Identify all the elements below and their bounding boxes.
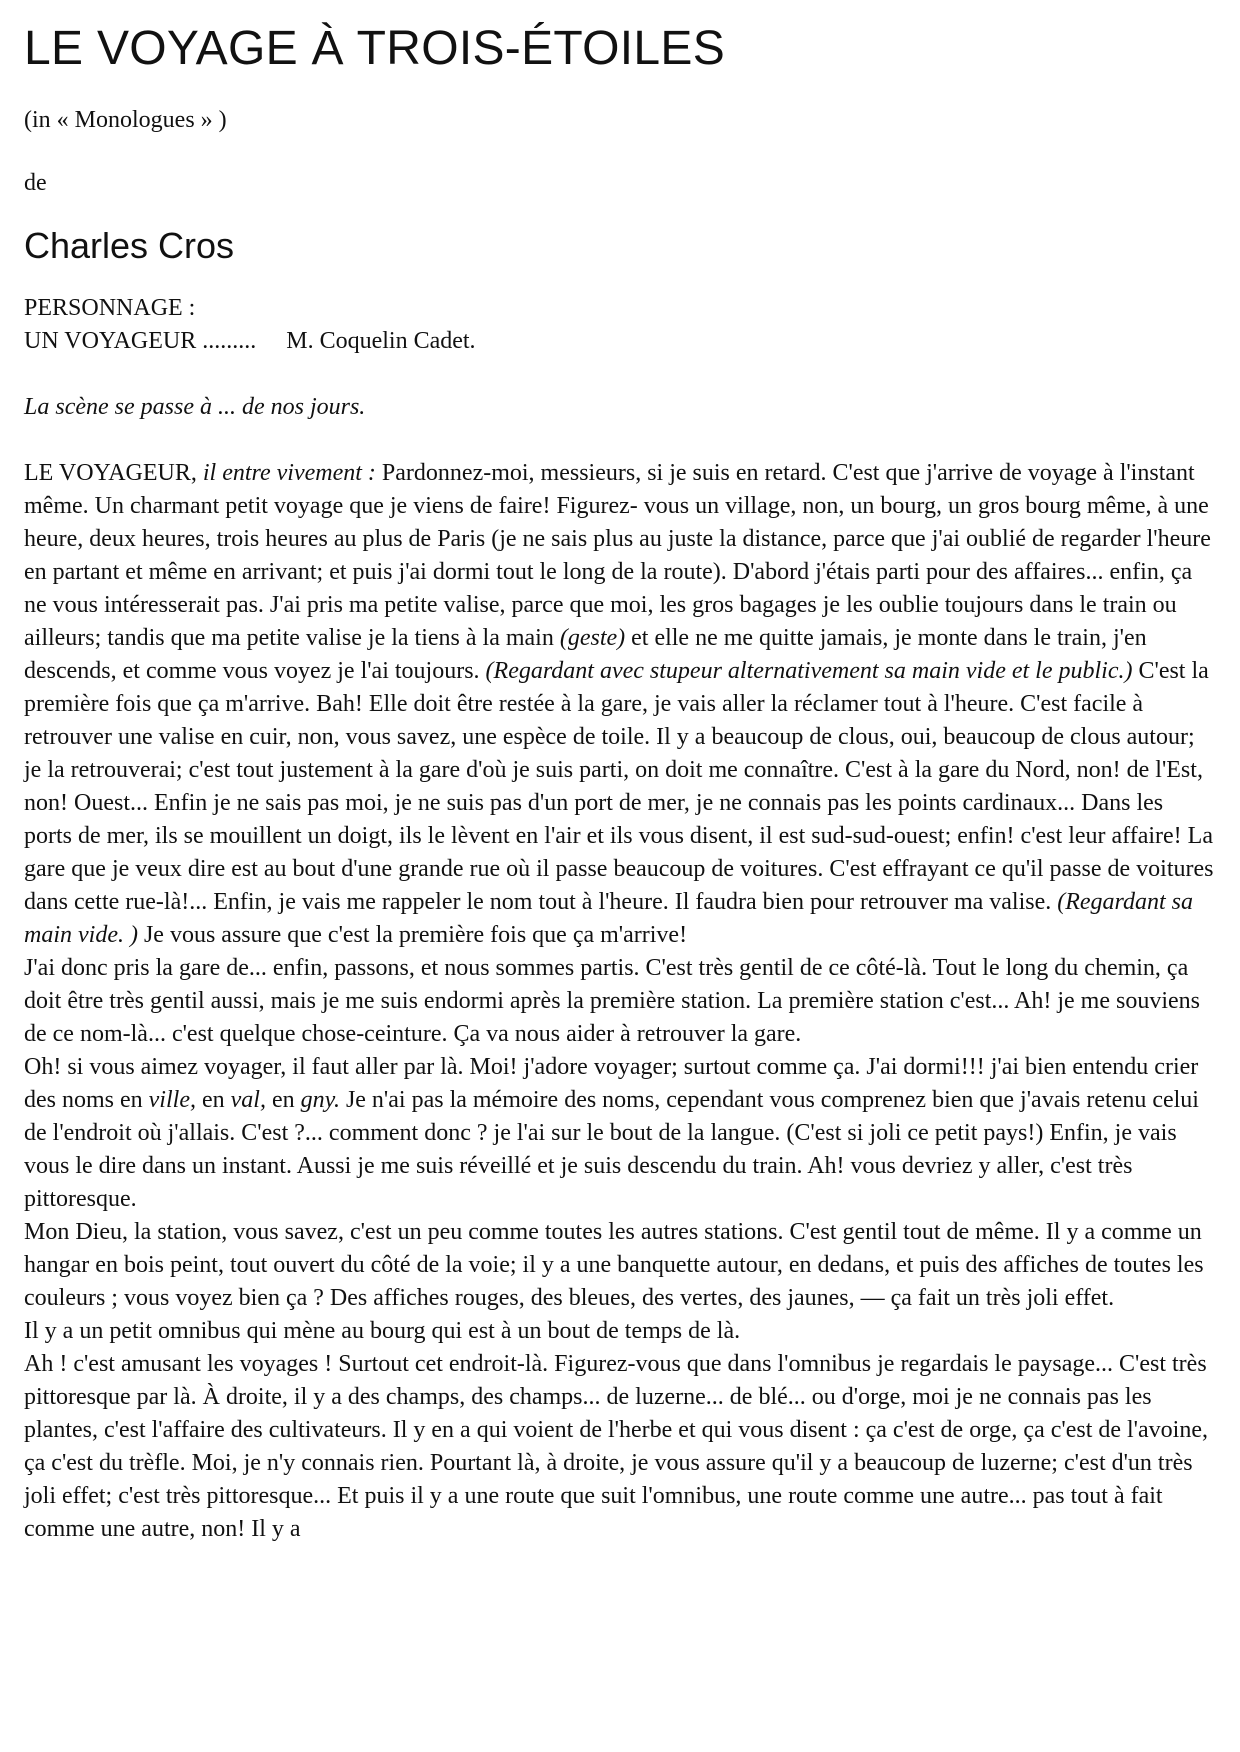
cast-list: [24, 292, 1216, 358]
scene-setting: La scène se passe à ... de nos jours.: [24, 394, 366, 420]
stage-direction: il entre vivement :: [202, 460, 376, 486]
cast-actor: M. Coquelin Cadet.: [286, 328, 476, 354]
paragraph: Mon Dieu, la station, vous savez, c'est un peu comme toutes les autres stations. C'est gentil tout de même. Il y a comme un hangar en bois peint, tout ouvert du côté de la voie; il y a une banquette autour, en dedans, et puis des affiches de toutes les couleurs ; vous voyez bien ça ? Des affiches rouges, des bleues, des vertes, des jaunes, — ça fait un très joli effet.: [24, 1219, 1204, 1311]
paragraph-text: et elle ne me quitte jamais, je monte dans le train, j'en descends, et comme vous voyez je l'ai toujours.: [24, 625, 1147, 684]
emphasis: gny.: [300, 1087, 340, 1113]
emphasis: ville,: [148, 1087, 196, 1113]
paragraph-text: Je n'ai pas la mémoire des noms, cependant vous comprenez bien que j'avais retenu celui de l'endroit où j'allais. C'est ?... comment donc ? je l'ai sur le bout de la langue. (C'est si joli ce petit pays!) Enfin, je vais vous le dire dans un instant. Aussi je me suis réveillé et je suis descendu du train. Ah! vous devriez y aller, c'est très pittoresque.: [24, 1087, 1199, 1212]
paragraph-text: Je vous assure que c'est la première fois que ça m'arrive!: [143, 922, 688, 948]
document-title: LE VOYAGE À TROIS-ÉTOILES: [24, 22, 726, 75]
paragraph: [24, 1051, 1216, 1216]
paragraph-text: en: [271, 1087, 295, 1113]
paragraph-text: Oh! si vous aimez voyager, il faut aller par là. Moi! j'adore voyager; surtout comme ça. J'ai dormi!!! j'ai bien entendu crier des noms en: [24, 1054, 1199, 1113]
by-label: de: [24, 170, 47, 196]
author-name: Charles Cros: [24, 225, 235, 266]
emphasis: val,: [230, 1087, 266, 1113]
speaker-name: LE VOYAGEUR,: [24, 460, 197, 486]
paragraph-text: Pardonnez-moi, messieurs, si je suis en retard. C'est que j'arrive de voyage à l'instant même. Un charmant petit voyage que je viens de faire! Figurez- vous un village, non, un bourg, un gros bourg même, à une heure, deux heures, trois heures au plus de Paris (je ne sais plus au juste la distance, parce que j'ai oublié de regarder l'heure en partant et même en arrivant; et puis j'ai dormi tout le long de la route). D'abord j'étais parti pour des affaires... enfin, ça ne vous intéresserait pas. J'ai pris ma petite valise, parce que moi, les gros bagages je les oublie toujours dans le train ou ailleurs; tandis que ma petite valise je la tiens à la main: [24, 460, 1211, 651]
paragraph: Ah ! c'est amusant les voyages ! Surtout cet endroit-là. Figurez-vous que dans l'omnibus je regardais le paysage... C'est très pittoresque par là. À droite, il y a des champs, des champs... de luzerne... de blé... ou d'orge, moi je ne connais pas les plantes, c'est l'affaire des cultivateurs. Il y en a qui voient de l'herbe et qui vous disent : ça c'est de orge, ça c'est de l'avoine, ça c'est du trèfle. Moi, je n'y connais rien. Pourtant là, à droite, je vous assure qu'il y a beaucoup de luzerne; c'est d'un très joli effet; c'est très pittoresque... Et puis il y a une route que suit l'omnibus, une route comme une autre... pas tout à fait comme une autre, non! Il y a: [24, 1351, 1208, 1542]
monologue-text: [24, 457, 1216, 1546]
paragraph: Il y a un petit omnibus qui mène au bourg qui est à un bout de temps de là.: [24, 1318, 741, 1344]
stage-direction: (Regardant sa main vide. ): [24, 889, 1194, 948]
paragraph-text: C'est la première fois que ça m'arrive. Bah! Elle doit être restée à la gare, je vais aller la réclamer tout à l'heure. C'est facile à retrouver une valise en cuir, non, vous savez, une espèce de toile. Il y a beaucoup de clous, oui, beaucoup de clous autour; je la retrouverai; c'est tout justement à la gare d'où je suis parti, on doit me connaître. C'est à la gare du Nord, non! de l'Est, non! Ouest... Enfin je ne sais pas moi, je ne suis pas d'un port de mer, je ne connais pas les points cardinaux... Dans les ports de mer, ils se mouillent un doigt, ils le lèvent en l'air et ils vous disent, il est sud-sud-ouest; enfin! c'est leur affaire! La gare que je veux dire est au bout d'une grande rue où il passe beaucoup de voitures. C'est effrayant ce qu'il passe de voitures dans cette rue-là!... Enfin, je vais me rappeler le nom tout à l'heure. Il faudra bien pour retrouver ma valise.: [24, 658, 1214, 915]
stage-direction: (Regardant avec stupeur alternativement sa main vide et le public.): [485, 658, 1133, 684]
source-note: (in « Monologues » ): [24, 107, 227, 133]
paragraph: [24, 457, 1216, 952]
stage-direction: (geste): [559, 625, 626, 651]
paragraph: J'ai donc pris la gare de... enfin, passons, et nous sommes partis. C'est très gentil de ce côté-là. Tout le long du chemin, ça doit être très gentil aussi, mais je me suis endormi après la première station. La première station c'est... Ah! je me souviens de ce nom-là... c'est quelque chose-ceinture. Ça va nous aider à retrouver la gare.: [24, 955, 1200, 1047]
cast-role: UN VOYAGEUR .........: [24, 328, 257, 354]
cast-entry: [24, 325, 1216, 358]
paragraph-text: en: [201, 1087, 225, 1113]
cast-heading: PERSONNAGE :: [24, 295, 196, 321]
